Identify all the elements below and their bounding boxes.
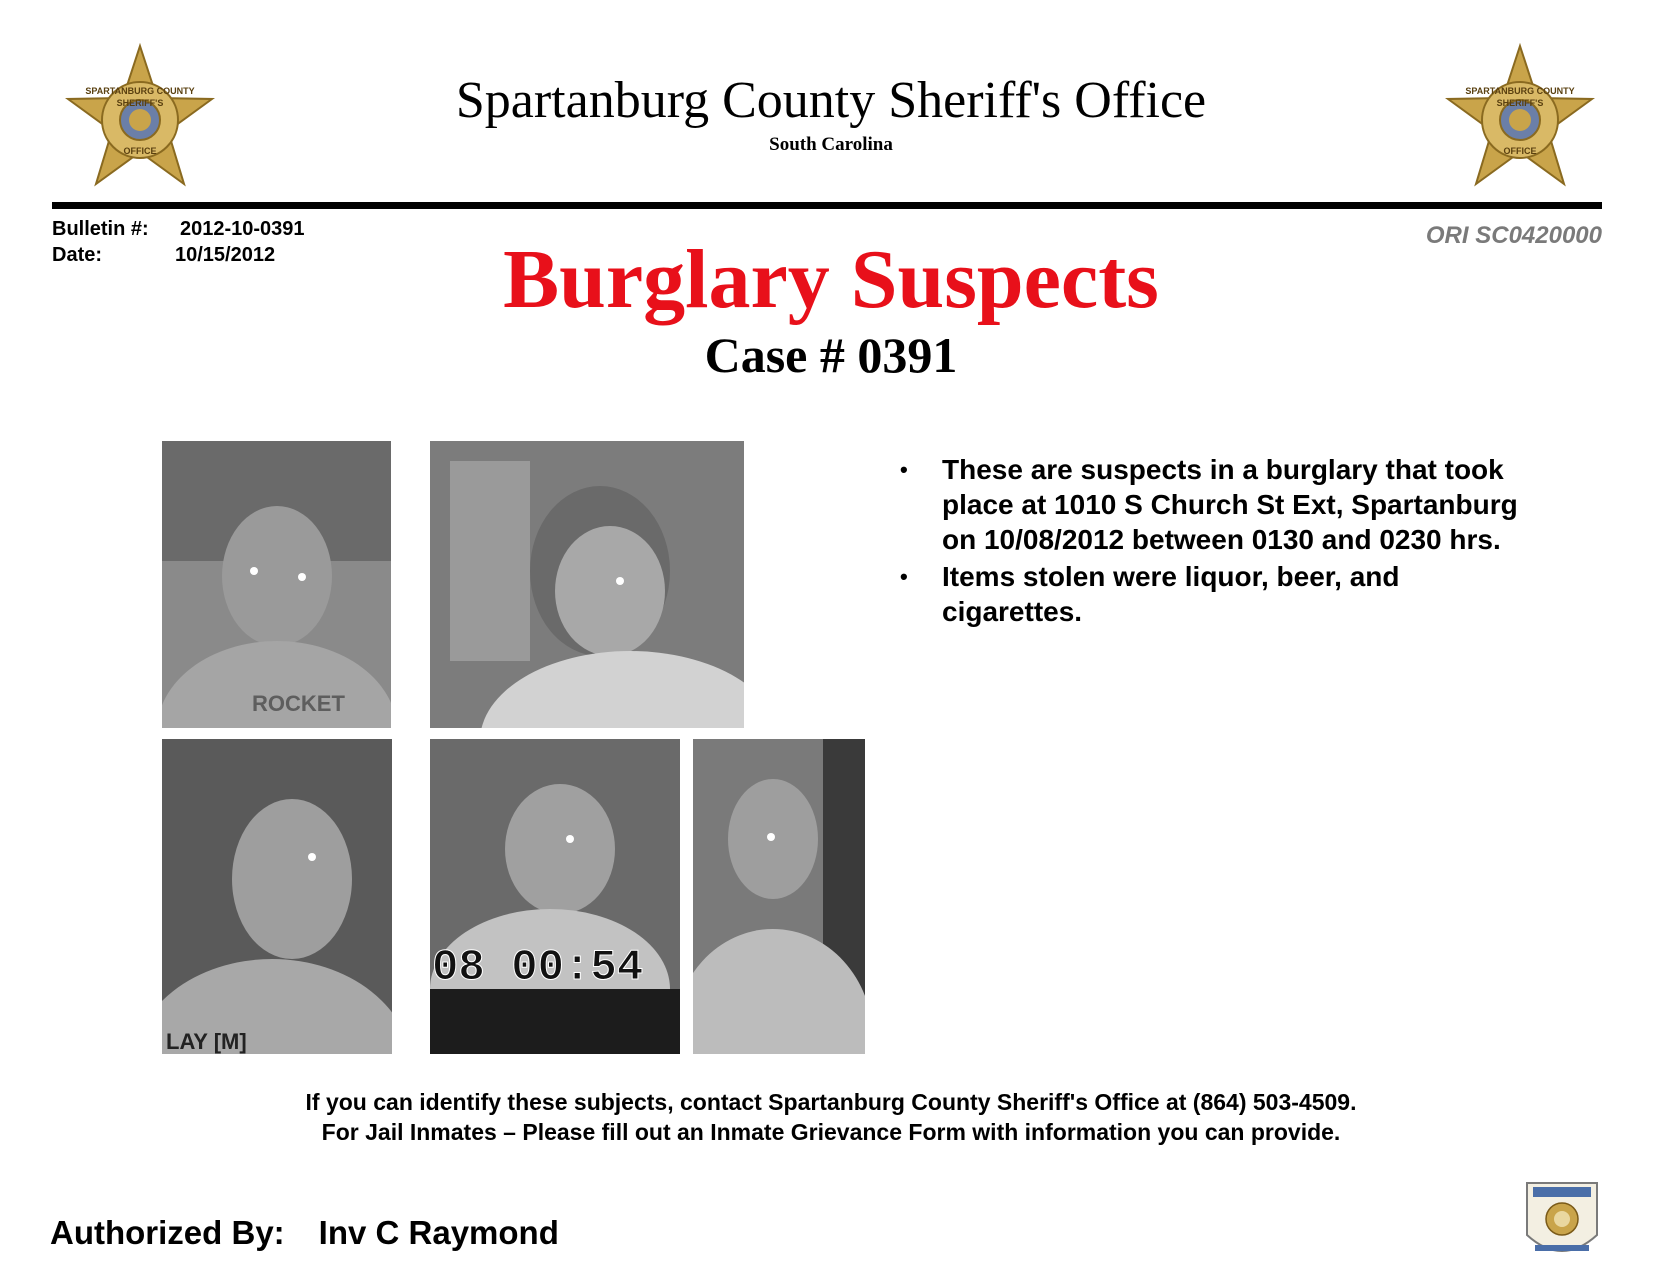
suspect-photo-4 — [430, 739, 680, 1054]
photo-4-timestamp: 08 00:54 — [432, 943, 644, 993]
authorized-by — [50, 1214, 559, 1252]
photo-1-shirt-text: ROCKET — [252, 691, 345, 716]
bulletin-date-label: Date: — [52, 244, 103, 266]
contact-line-2: For Jail Inmates – Please fill out an Inmate Grievance Form with information you can provide. — [321, 1119, 1341, 1145]
bulletin-title: Burglary Suspects — [503, 233, 1159, 326]
badge-text-bottom: OFFICE — [1503, 146, 1537, 156]
bulletin-number: 2012-10-0391 — [180, 218, 305, 240]
ori-code: ORI SC0420000 — [1425, 222, 1602, 249]
suspect-photo-1 — [162, 441, 391, 728]
office-title: Spartanburg County Sheriff's Office — [455, 72, 1207, 129]
suspect-photo-2 — [430, 441, 744, 728]
bulletin-date: 10/15/2012 — [175, 244, 276, 266]
suspect-photo-5 — [693, 739, 865, 1054]
badge-text-bottom: OFFICE — [123, 146, 157, 156]
case-number: Case # 0391 — [704, 327, 958, 383]
badge-text-mid: SHERIFF'S — [1496, 98, 1544, 108]
authorized-label: Authorized By: — [50, 1214, 285, 1251]
contact-line-1: If you can identify these subjects, contact Spartanburg County Sheriff's Office at (864) 503-4509. — [305, 1089, 1357, 1115]
badge-text-top: SPARTANBURG COUNTY — [1465, 86, 1575, 96]
photo-3-overlay-text: LAY [M] — [166, 1029, 247, 1054]
badge-text-mid: SHERIFF'S — [116, 98, 164, 108]
case-details-list — [900, 452, 1520, 631]
office-state: South Carolina — [769, 134, 893, 155]
bulletin-number-label: Bulletin #: — [52, 218, 149, 240]
header-divider — [52, 202, 1602, 209]
badge-text-top: SPARTANBURG COUNTY — [85, 86, 195, 96]
accreditation-seal-logo — [1523, 1175, 1601, 1265]
authorized-name: Inv C Raymond — [318, 1214, 559, 1251]
case-detail-item: • Items stolen were liquor, beer, and cigarettes. — [900, 559, 1520, 629]
case-detail-item: • These are suspects in a burglary that took place at 1010 S Church St Ext, Spartanburg on 10/08/2012 between 0130 and 0230 hrs. — [900, 452, 1520, 557]
suspect-photo-3 — [162, 739, 392, 1054]
